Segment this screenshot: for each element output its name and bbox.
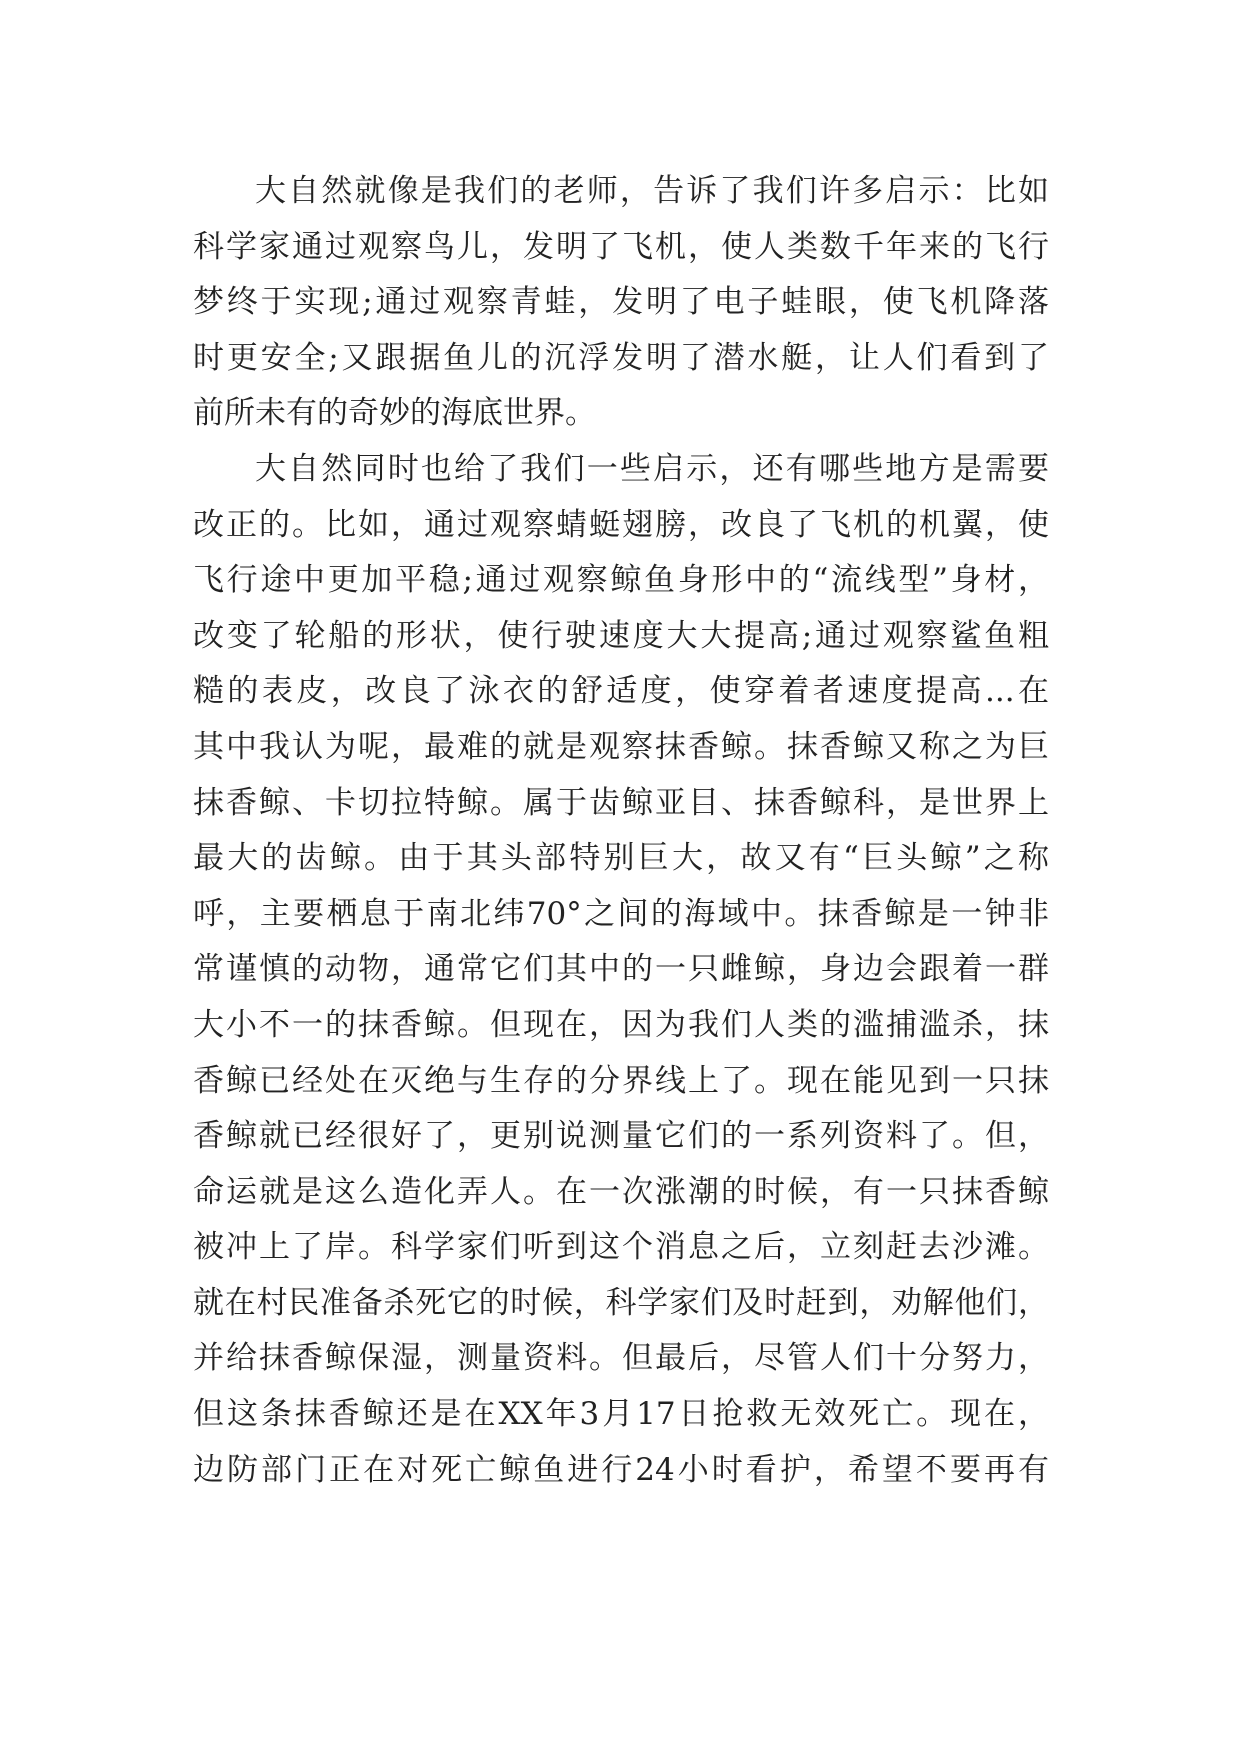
text-line: 但这条抹香鲸还是在XX年3月17日抢救无效死亡。现在， [193,1396,1049,1433]
text-line: 改正的。比如，通过观察蜻蜓翅膀，改良了飞机的机翼，使 [193,506,1049,543]
text-line: 大自然同时也给了我们一些启示，还有哪些地方是需要 [255,450,1049,487]
text-line: 香鲸已经处在灭绝与生存的分界线上了。现在能见到一只抹 [193,1062,1049,1099]
text-line: 糙的表皮，改良了泳衣的舒适度，使穿着者速度提高...在 [193,673,1049,710]
text-line: 其中我认为呢，最难的就是观察抹香鲸。抹香鲸又称之为巨 [193,728,1049,765]
text-line: 边防部门正在对死亡鲸鱼进行24小时看护，希望不要再有 [193,1451,1049,1488]
text-line: 大自然就像是我们的老师，告诉了我们许多启示：比如 [255,173,1049,209]
body-text [193,164,1049,1498]
text-line: 改变了轮船的形状，使行驶速度大大提高;通过观察鲨鱼粗 [193,617,1049,654]
text-line: 命运就是这么造化弄人。在一次涨潮的时候，有一只抹香鲸 [193,1173,1049,1210]
paragraph-2 [193,442,1049,1498]
text-line: 被冲上了岸。科学家们听到这个消息之后，立刻赶去沙滩。 [193,1229,1049,1266]
text-line: 飞行途中更加平稳;通过观察鲸鱼身形中的“流线型”身材， [193,562,1049,599]
text-line: 科学家通过观察鸟儿，发明了飞机，使人类数千年来的飞行 [193,228,1049,265]
text-line: 呼，主要栖息于南北纬70°之间的海域中。抹香鲸是一钟非 [193,895,1049,932]
text-line: 大小不一的抹香鲸。但现在，因为我们人类的滥捕滥杀，抹 [193,1006,1049,1043]
text-line: 就在村民准备杀死它的时候，科学家们及时赶到，劝解他们， [193,1284,1049,1321]
text-line: 香鲸就已经很好了，更别说测量它们的一系列资料了。但， [193,1118,1049,1155]
text-line: 并给抹香鲸保湿，测量资料。但最后，尽管人们十分努力， [193,1340,1049,1377]
text-line: 时更安全;又跟据鱼儿的沉浮发明了潜水艇，让人们看到了 [193,339,1049,376]
text-line: 常谨慎的动物，通常它们其中的一只雌鲸，身边会跟着一群 [193,951,1049,988]
text-line: 抹香鲸、卡切拉特鲸。属于齿鲸亚目、抹香鲸科，是世界上 [193,784,1049,821]
paragraph-1 [193,164,1049,442]
text-line: 梦终于实现;通过观察青蛙，发明了电子蛙眼，使飞机降落 [193,284,1049,321]
text-line: 最大的齿鲸。由于其头部特别巨大，故又有“巨头鲸”之称 [193,840,1049,877]
text-line: 前所未有的奇妙的海底世界。 [193,395,596,432]
